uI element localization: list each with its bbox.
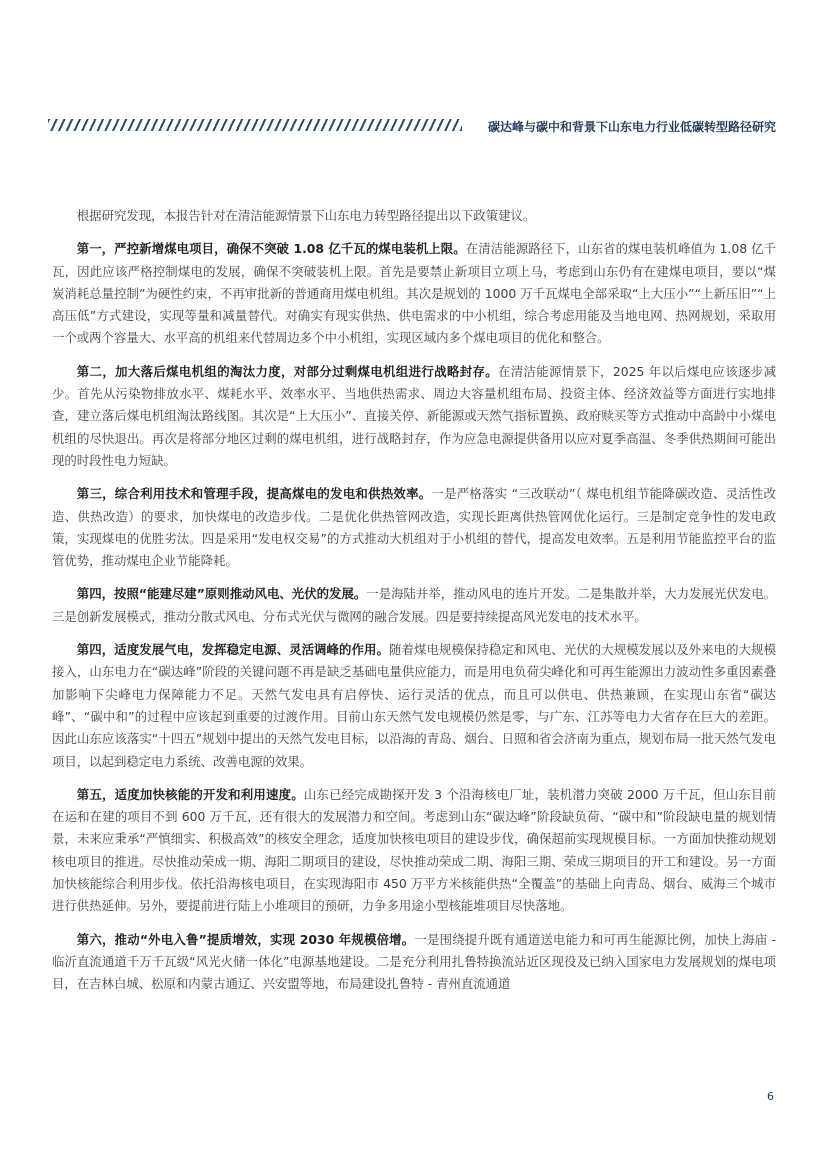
paragraph-lead: 第四，适度发展气电，发挥稳定电源、灵活调峰的作用。 [76,642,389,658]
paragraph-text: 一是围绕提升既有通道送电能力和可再生能源比例，加快上海庙 - 临沂直流通道千万千瓦级“风光火储一体化”电源基地建设。二是充分利用扎鲁特换流站近区现役及已纳入国家电力发展规划的煤电项目，在吉林白城、松原和内蒙古通辽、兴安盟等地，布局建设扎鲁特 - 青州直流通道 [52,931,776,992]
paragraph-recommendation-3 [52,483,776,572]
paragraph-text: 一是严格落实 “三改联动”（ 煤电机组节能降碳改造、灵活性改造、供热改造）的要求，加快煤电的改造步伐。二是优化供热管网改造，实现长距离供热管网优化运行。三是制定竞争性的发电政策，实现煤电的优胜劣汰。四是采用“发电权交易”的方式推动大机组对于小机组的替代，提高发电效率。五是利用节能监控平台的监管优势，推动煤电企业节能降耗。 [52,486,777,569]
paragraph-lead: 第四，按照“能建尽建”原则推动风电、光伏的发展。 [76,586,367,602]
paragraph-recommendation-5 [52,784,776,918]
paragraph-lead: 第五，适度加快核能的开发和利用速度。 [76,786,304,802]
paragraph-lead: 第六，推动“外电入鲁”提质增效，实现 2030 年规模倍增。 [76,931,415,947]
paragraph-text: 一是海陆并举，推动风电的连片开发。二是集散并举，大力发展光伏发电。三是创新发展模式，推动分散式风电、分布式光伏与微网的融合发展。四是要持续提高风光发电的技术水平。 [52,586,776,624]
paragraph-text: 在清洁能源路径下，山东省的煤电装机峰值为 1.08 亿千瓦，因此应该严格控制煤电的发展，确保不突破装机上限。首先是要禁止新项目立项上马，考虑到山东仍有在建煤电项目，要以“煤炭消耗总量控制”为硬性约束，不再审批新的普通商用煤电机组。其次是规划的 1000 万千瓦煤电全部采取“上大压小”“上新压旧”“上高压低”方式建设，实现等量和减量替代。对确实有现实供热、供电需求的中小机组，综合考虑用能及当地电网、热网规划，采取用一个或两个容量大、水平高的机组来代替周边多个中小机组，实现区域内多个煤电项目的优化和整合。 [52,241,776,346]
paragraph-recommendation-1 [52,238,776,349]
paragraph-text: 根据研究发现，本报告针对在清洁能源情景下山东电力转型路径提出以下政策建议。 [76,208,536,223]
paragraph-lead: 第二，加大落后煤电机组的淘汰力度，对部分过剩煤电机组进行战略封存。 [76,363,499,379]
paragraph-lead: 第一，严控新增煤电项目，确保不突破 1.08 亿千瓦的煤电装机上限。 [76,241,466,257]
report-body [52,205,776,1007]
paragraph-recommendation-4b [52,639,776,773]
page-number: 6 [767,1090,774,1103]
paragraph-intro [52,205,776,227]
paragraph-recommendation-4a [52,583,776,628]
paragraph-text: 在清洁能源情景下，2025 年以后煤电应该逐步减少。首先从污染物排放水平、煤耗水平、效率水平、当地供热需求、周边大容量机组布局、投资主体、经济效益等方面进行实地排查，建立落后煤电机组淘汰路线图。其次是“上大压小”、直接关停、新能源或天然气指标置换、政府赎买等方式推动中高龄中小煤电机组的尽快退出。再次是将部分地区过剩的煤电机组，进行战略封存，作为应急电源提供备用以应对夏季高温、冬季供热期间可能出现的时段性电力短缺。 [52,363,777,468]
paragraph-text: 随着煤电规模保持稳定和风电、光伏的大规模发展以及外来电的大规模接入，山东电力在“碳达峰”阶段的关键问题不再是缺乏基础电量供应能力，而是用电负荷尖峰化和可再生能源出力波动性多重因素叠加影响下尖峰电力保障能力不足。天然气发电具有启停快、运行灵活的优点，而且可以供电、供热兼顾，在实现山东省“碳达峰”、“碳中和”的过程中应该起到重要的过渡作用。目前山东天然气发电规模仍然是零，与广东、江苏等电力大省存在巨大的差距。因此山东应该落实“十四五”规划中提出的天然气发电目标，以沿海的青岛、烟台、日照和省会济南为重点，规划布局一批天然气发电项目，以起到稳定电力系统、改善电源的效果。 [52,642,776,769]
paragraph-recommendation-6 [52,929,776,996]
paragraph-text: 山东已经完成勘探开发 3 个沿海核电厂址，装机潜力突破 2000 万千瓦，但山东目前在运和在建的项目不到 600 万千瓦，还有很大的发展潜力和空间。考虑到山东“碳达峰”阶段缺负荷、“碳中和”阶段缺电量的规划情景，未来应秉承“严慎细实、积极高效”的核安全理念，适度加快核电项目的建设步伐，确保超前实现规模目标。一方面加快推动规划核电项目的推进。尽快推动荣成一期、海阳二期项目的建设，尽快推动荣成二期、海阳三期、荣成三期项目的开工和建设。另一方面加快核能综合利用步伐。依托沿海核电项目，在实现海阳市 450 万平方米核能供热“全覆盖”的基础上向青岛、烟台、威海三个城市进行供热延伸。另外，要提前进行陆上小堆项目的预研，力争多用途小型核能堆项目尽快落地。 [52,786,777,914]
report-header-title: 碳达峰与碳中和背景下山东电力行业低碳转型路径研究 [487,120,776,134]
header-decorative-stripes [48,119,462,131]
paragraph-lead: 第三，综合利用技术和管理手段，提高煤电的发电和供热效率。 [76,486,432,502]
paragraph-recommendation-2 [52,361,776,472]
